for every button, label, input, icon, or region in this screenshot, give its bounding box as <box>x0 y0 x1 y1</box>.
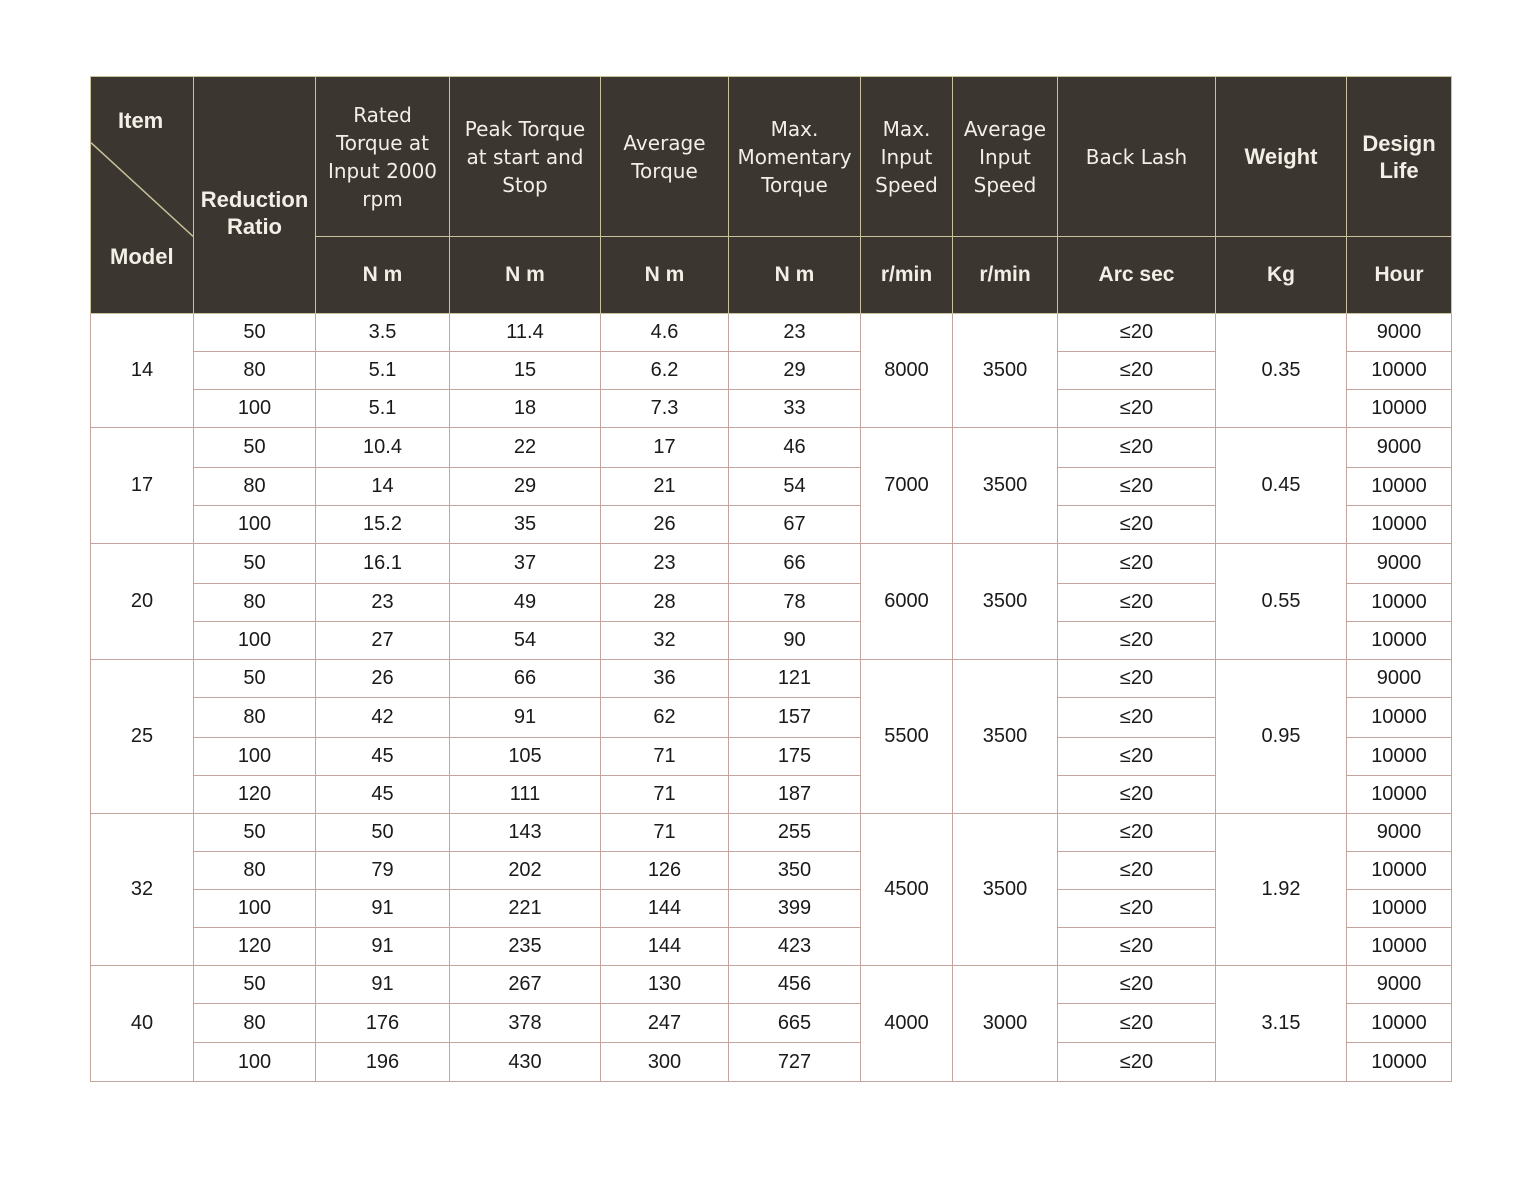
back-lash-cell: ≤20 <box>1058 738 1216 776</box>
max-momentary-torque-cell: 399 <box>729 890 861 928</box>
design-life-cell: 9000 <box>1347 314 1452 352</box>
max-momentary-torque-header: Max. Momentary Torque <box>729 77 861 237</box>
average-input-speed-cell: 3500 <box>953 314 1058 428</box>
max-input-speed-cell: 5500 <box>861 660 953 814</box>
rated-torque-cell: 45 <box>316 738 450 776</box>
rated-torque-cell: 79 <box>316 852 450 890</box>
design-life-cell: 10000 <box>1347 1043 1452 1082</box>
max-momentary-torque-cell: 350 <box>729 852 861 890</box>
reduction-ratio-cell: 120 <box>194 928 316 966</box>
rated-torque-cell: 91 <box>316 928 450 966</box>
reduction-ratio-cell: 80 <box>194 698 316 738</box>
average-torque-cell: 26 <box>601 506 729 544</box>
peak-torque-cell: 37 <box>450 544 601 584</box>
model-cell: 25 <box>91 660 194 814</box>
max-input-speed-cell: 7000 <box>861 428 953 544</box>
design-life-cell: 10000 <box>1347 928 1452 966</box>
table-row <box>91 814 1452 852</box>
peak-torque-cell: 91 <box>450 698 601 738</box>
max-momentary-torque-cell: 175 <box>729 738 861 776</box>
design-life-unit: Hour <box>1347 237 1452 314</box>
reduction-ratio-cell: 100 <box>194 390 316 428</box>
rated-torque-cell: 15.2 <box>316 506 450 544</box>
table-row <box>91 314 1452 352</box>
item-label: Item <box>118 108 164 133</box>
rated-torque-cell: 45 <box>316 776 450 814</box>
average-torque-cell: 23 <box>601 544 729 584</box>
peak-torque-cell: 22 <box>450 428 601 468</box>
peak-torque-cell: 29 <box>450 468 601 506</box>
peak-torque-cell: 111 <box>450 776 601 814</box>
rated-torque-cell: 26 <box>316 660 450 698</box>
average-input-speed-cell: 3500 <box>953 544 1058 660</box>
average-torque-cell: 71 <box>601 814 729 852</box>
rated-torque-cell: 91 <box>316 890 450 928</box>
design-life-cell: 10000 <box>1347 738 1452 776</box>
peak-torque-cell: 235 <box>450 928 601 966</box>
rated-torque-cell: 5.1 <box>316 390 450 428</box>
peak-torque-cell: 105 <box>450 738 601 776</box>
peak-torque-cell: 35 <box>450 506 601 544</box>
rated-torque-cell: 42 <box>316 698 450 738</box>
average-torque-cell: 4.6 <box>601 314 729 352</box>
weight-cell: 1.92 <box>1216 814 1347 966</box>
back-lash-cell: ≤20 <box>1058 852 1216 890</box>
design-life-cell: 9000 <box>1347 660 1452 698</box>
peak-torque-unit: N m <box>450 237 601 314</box>
rated-torque-unit: N m <box>316 237 450 314</box>
design-life-cell: 9000 <box>1347 814 1452 852</box>
reduction-ratio-cell: 50 <box>194 966 316 1004</box>
reduction-ratio-cell: 120 <box>194 776 316 814</box>
reduction-ratio-cell: 100 <box>194 506 316 544</box>
rated-torque-cell: 23 <box>316 584 450 622</box>
design-life-cell: 9000 <box>1347 428 1452 468</box>
weight-cell: 0.45 <box>1216 428 1347 544</box>
model-cell: 32 <box>91 814 194 966</box>
reduction-ratio-cell: 100 <box>194 890 316 928</box>
back-lash-cell: ≤20 <box>1058 776 1216 814</box>
design-life-cell: 10000 <box>1347 584 1452 622</box>
design-life-cell: 10000 <box>1347 776 1452 814</box>
average-input-speed-cell: 3500 <box>953 660 1058 814</box>
max-momentary-torque-cell: 54 <box>729 468 861 506</box>
average-torque-cell: 71 <box>601 738 729 776</box>
rated-torque-cell: 196 <box>316 1043 450 1082</box>
reduction-ratio-cell: 80 <box>194 584 316 622</box>
average-torque-cell: 144 <box>601 890 729 928</box>
weight-cell: 0.35 <box>1216 314 1347 428</box>
average-input-speed-header: Average Input Speed <box>953 77 1058 237</box>
average-torque-cell: 62 <box>601 698 729 738</box>
model-label: Model <box>110 244 174 269</box>
max-momentary-torque-cell: 121 <box>729 660 861 698</box>
back-lash-cell: ≤20 <box>1058 314 1216 352</box>
reduction-ratio-cell: 100 <box>194 1043 316 1082</box>
average-torque-cell: 126 <box>601 852 729 890</box>
back-lash-cell: ≤20 <box>1058 468 1216 506</box>
back-lash-cell: ≤20 <box>1058 584 1216 622</box>
reduction-ratio-cell: 50 <box>194 314 316 352</box>
max-momentary-torque-cell: 456 <box>729 966 861 1004</box>
average-torque-cell: 7.3 <box>601 390 729 428</box>
rated-torque-header: Rated Torque at Input 2000 rpm <box>316 77 450 237</box>
average-torque-header: Average Torque <box>601 77 729 237</box>
reduction-ratio-cell: 50 <box>194 428 316 468</box>
weight-header: Weight <box>1216 77 1347 237</box>
table-row <box>91 428 1452 468</box>
peak-torque-cell: 66 <box>450 660 601 698</box>
weight-cell: 0.95 <box>1216 660 1347 814</box>
max-input-speed-cell: 6000 <box>861 544 953 660</box>
weight-cell: 0.55 <box>1216 544 1347 660</box>
weight-unit: Kg <box>1216 237 1347 314</box>
peak-torque-cell: 54 <box>450 622 601 660</box>
peak-torque-cell: 378 <box>450 1004 601 1043</box>
rated-torque-cell: 50 <box>316 814 450 852</box>
max-input-speed-cell: 4000 <box>861 966 953 1082</box>
reduction-ratio-cell: 80 <box>194 352 316 390</box>
average-torque-cell: 247 <box>601 1004 729 1043</box>
average-input-speed-unit: r/min <box>953 237 1058 314</box>
back-lash-cell: ≤20 <box>1058 928 1216 966</box>
back-lash-cell: ≤20 <box>1058 890 1216 928</box>
back-lash-cell: ≤20 <box>1058 814 1216 852</box>
back-lash-header: Back Lash <box>1058 77 1216 237</box>
design-life-cell: 10000 <box>1347 468 1452 506</box>
max-input-speed-header: Max. Input Speed <box>861 77 953 237</box>
average-torque-cell: 300 <box>601 1043 729 1082</box>
rated-torque-cell: 10.4 <box>316 428 450 468</box>
max-momentary-torque-cell: 67 <box>729 506 861 544</box>
max-momentary-torque-cell: 90 <box>729 622 861 660</box>
peak-torque-cell: 430 <box>450 1043 601 1082</box>
max-momentary-torque-cell: 727 <box>729 1043 861 1082</box>
average-torque-cell: 36 <box>601 660 729 698</box>
back-lash-cell: ≤20 <box>1058 1004 1216 1043</box>
rated-torque-cell: 27 <box>316 622 450 660</box>
reduction-ratio-cell: 50 <box>194 544 316 584</box>
table-row <box>91 660 1452 698</box>
model-cell: 20 <box>91 544 194 660</box>
back-lash-cell: ≤20 <box>1058 428 1216 468</box>
max-momentary-torque-unit: N m <box>729 237 861 314</box>
design-life-cell: 10000 <box>1347 852 1452 890</box>
average-input-speed-cell: 3500 <box>953 814 1058 966</box>
rated-torque-cell: 3.5 <box>316 314 450 352</box>
peak-torque-cell: 18 <box>450 390 601 428</box>
back-lash-cell: ≤20 <box>1058 622 1216 660</box>
max-input-speed-cell: 4500 <box>861 814 953 966</box>
table-row <box>91 966 1452 1004</box>
back-lash-cell: ≤20 <box>1058 966 1216 1004</box>
rated-torque-cell: 5.1 <box>316 352 450 390</box>
back-lash-cell: ≤20 <box>1058 506 1216 544</box>
max-momentary-torque-cell: 665 <box>729 1004 861 1043</box>
reduction-ratio-cell: 80 <box>194 852 316 890</box>
model-cell: 17 <box>91 428 194 544</box>
average-input-speed-cell: 3000 <box>953 966 1058 1082</box>
spec-table-body <box>91 314 1452 1082</box>
design-life-header: Design Life <box>1347 77 1452 237</box>
average-torque-cell: 6.2 <box>601 352 729 390</box>
back-lash-cell: ≤20 <box>1058 1043 1216 1082</box>
average-torque-cell: 71 <box>601 776 729 814</box>
back-lash-cell: ≤20 <box>1058 698 1216 738</box>
reduction-ratio-cell: 100 <box>194 738 316 776</box>
average-torque-cell: 32 <box>601 622 729 660</box>
max-momentary-torque-cell: 66 <box>729 544 861 584</box>
peak-torque-cell: 221 <box>450 890 601 928</box>
reduction-ratio-header: Reduction Ratio <box>194 77 316 314</box>
max-momentary-torque-cell: 423 <box>729 928 861 966</box>
reduction-ratio-cell: 50 <box>194 660 316 698</box>
peak-torque-cell: 202 <box>450 852 601 890</box>
back-lash-cell: ≤20 <box>1058 660 1216 698</box>
average-torque-cell: 21 <box>601 468 729 506</box>
average-torque-cell: 28 <box>601 584 729 622</box>
average-input-speed-cell: 3500 <box>953 428 1058 544</box>
reduction-ratio-cell: 80 <box>194 1004 316 1043</box>
reduction-ratio-cell: 50 <box>194 814 316 852</box>
back-lash-cell: ≤20 <box>1058 352 1216 390</box>
average-torque-cell: 17 <box>601 428 729 468</box>
average-torque-unit: N m <box>601 237 729 314</box>
design-life-cell: 10000 <box>1347 622 1452 660</box>
design-life-cell: 10000 <box>1347 352 1452 390</box>
max-momentary-torque-cell: 29 <box>729 352 861 390</box>
table-row <box>91 544 1452 584</box>
peak-torque-cell: 267 <box>450 966 601 1004</box>
back-lash-cell: ≤20 <box>1058 390 1216 428</box>
item-model-corner-header <box>91 77 194 314</box>
peak-torque-cell: 15 <box>450 352 601 390</box>
design-life-cell: 10000 <box>1347 1004 1452 1043</box>
max-momentary-torque-cell: 255 <box>729 814 861 852</box>
peak-torque-header: Peak Torque at start and Stop <box>450 77 601 237</box>
average-torque-cell: 144 <box>601 928 729 966</box>
weight-cell: 3.15 <box>1216 966 1347 1082</box>
design-life-cell: 10000 <box>1347 698 1452 738</box>
rated-torque-cell: 16.1 <box>316 544 450 584</box>
rated-torque-cell: 176 <box>316 1004 450 1043</box>
max-momentary-torque-cell: 23 <box>729 314 861 352</box>
max-input-speed-cell: 8000 <box>861 314 953 428</box>
design-life-cell: 9000 <box>1347 966 1452 1004</box>
max-momentary-torque-cell: 33 <box>729 390 861 428</box>
model-cell: 40 <box>91 966 194 1082</box>
design-life-cell: 10000 <box>1347 390 1452 428</box>
peak-torque-cell: 49 <box>450 584 601 622</box>
reduction-ratio-cell: 100 <box>194 622 316 660</box>
reduction-ratio-cell: 80 <box>194 468 316 506</box>
design-life-cell: 10000 <box>1347 890 1452 928</box>
max-momentary-torque-cell: 187 <box>729 776 861 814</box>
design-life-cell: 9000 <box>1347 544 1452 584</box>
model-cell: 14 <box>91 314 194 428</box>
design-life-cell: 10000 <box>1347 506 1452 544</box>
average-torque-cell: 130 <box>601 966 729 1004</box>
rated-torque-cell: 14 <box>316 468 450 506</box>
rated-torque-cell: 91 <box>316 966 450 1004</box>
max-input-speed-unit: r/min <box>861 237 953 314</box>
back-lash-unit: Arc sec <box>1058 237 1216 314</box>
max-momentary-torque-cell: 46 <box>729 428 861 468</box>
back-lash-cell: ≤20 <box>1058 544 1216 584</box>
max-momentary-torque-cell: 78 <box>729 584 861 622</box>
spec-table <box>90 76 1452 1082</box>
peak-torque-cell: 11.4 <box>450 314 601 352</box>
max-momentary-torque-cell: 157 <box>729 698 861 738</box>
peak-torque-cell: 143 <box>450 814 601 852</box>
